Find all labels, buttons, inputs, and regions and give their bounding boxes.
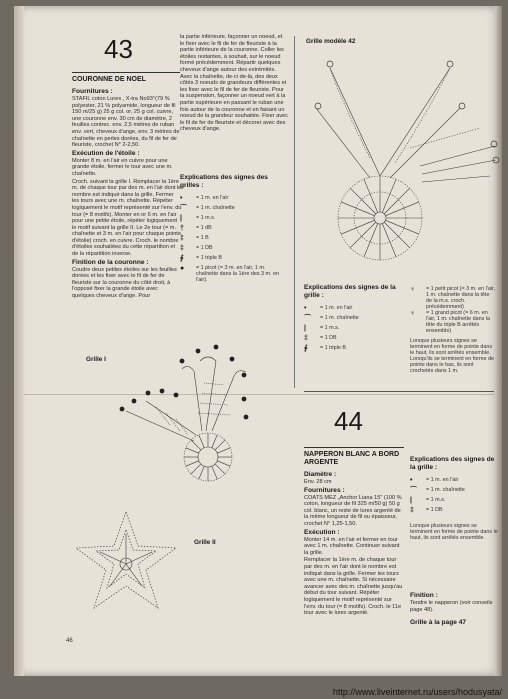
grid-page-reference: Grille à la page 47 (410, 619, 467, 627)
pattern-43-continued-text: la partie inférieure, façonner un noeud, et le fixer avec le fil de fer de fleuriste à la partie inférieure de la couronne. Coller les étoiles restantes, à souhait, sur le noeud formé précédemment. Répartir quelques cheveux d'ange autour des extrémités. Avec la chaînette, de-ci de-là, des deux côtés 3 noeuds de grandeurs différentes et les fixer avec le fil de fer de fleuriste. Pour la suspension, façonner un noeud vert à la partie supérieure en passant le ruban une fois autour de la couronne et en faisant un noeud de la grandeur souhaitée. Fixer avec le fil de fer de fleuriste et décorer avec des cheveux d'ange. (180, 34, 288, 133)
model-42-diagram (310, 48, 500, 273)
legend-row (304, 325, 399, 335)
legend-row (410, 507, 500, 517)
legend-text: = 1 DB (320, 335, 337, 341)
legend-row (410, 477, 500, 487)
stitch-symbol-icon: ⌒ (304, 315, 311, 322)
legend-row (304, 345, 399, 355)
legend-text: = 1 DB (426, 507, 443, 513)
stitch-symbol-icon: ‡ (180, 235, 184, 242)
legend-text: = 1 m. en l'air (320, 305, 353, 311)
legend-text: = 1 dB (196, 225, 212, 231)
legend-row (410, 497, 500, 507)
legend-row (180, 205, 288, 215)
stitch-symbol-icon: • (180, 195, 183, 202)
legend-text: = 1 petit picot (= 3 m. en l'air, 1 m. chaînette dans la tête de la m.s. croch. précédemment) (426, 286, 496, 310)
model-42-note: Lorsque plusieurs signes se terminent en forme de pointe dans le haut, ils sont arrêtés ensemble. Lorsqu'ils se terminent en forme de pointe dans le bas, ils sont crochetés dans 1 m. (410, 338, 495, 374)
pattern-43-column-1 (72, 76, 185, 301)
magazine-page (14, 6, 502, 676)
legend-row (180, 245, 288, 255)
stitch-symbol-icon: | (304, 325, 306, 332)
legend-row (180, 215, 288, 225)
pattern-44-note: Lorsque plusieurs signes se terminent en forme de pointe dans le haut, ils sont arrêtés ensemble. (410, 523, 498, 541)
legend-row (410, 487, 500, 497)
page-spine (14, 6, 24, 676)
stitch-symbol-icon: ● (180, 265, 185, 272)
legend-42-picots (410, 286, 496, 374)
legend-43 (180, 174, 288, 283)
legend-row (180, 235, 288, 245)
stitch-symbol-icon: | (410, 497, 412, 504)
page-number: 46 (66, 638, 73, 644)
legend-text: = 1 grand picot (= 6 m. en l'air, 1 m. chaînette dans la tête du triple B arrêtés ensemble) (426, 310, 490, 334)
page-crease (24, 394, 494, 395)
legend-text: = 1 m. en l'air (426, 477, 459, 483)
source-watermark: http://www.liveinternet.ru/users/hodusyata/ (332, 687, 502, 697)
pattern-43-column-2 (180, 34, 288, 134)
model-42-label: Grille modèle 42 (306, 38, 356, 45)
pattern-44-title: NAPPERON BLANC A BORD ARGENTE (304, 451, 400, 466)
title-rule-44 (304, 447, 404, 448)
pattern-44-finish (410, 592, 500, 627)
stitch-symbol-icon: • (304, 305, 307, 312)
legend-44 (410, 456, 500, 541)
section-text: Env. 28 cm (304, 479, 332, 485)
legend-text: = 1 m. chaînette (426, 487, 465, 493)
legend-row (180, 265, 288, 283)
legend-text: = 1 m.s. (320, 325, 340, 331)
pattern-44-column (304, 451, 404, 618)
column-divider (294, 36, 295, 388)
finish-text: Tendre le napperon (voir conseils page 48). (410, 600, 493, 613)
legend-row (304, 335, 399, 345)
legend-42 (304, 284, 399, 355)
section-text: Croch. suivant la grille I. Remplacer la 1ère m. de chaque tour par des m. en l'air dont le nombre est indiqué dans la grille. Fermer les tours avec une m. chaînette. Répéter logiquement le motif représenté sur l'env. du tour (= 8 motifs). Monter en or 6 m. en l'air pour une petite étoile, répéter logiquement le motif suivant la grille II. Le 2e tour (= m. chaînette et 3 m. en l'air pour chaque pointe d'étoile) croch. en cuivre. Croch. le nombre d'étoiles souhaitées du cette répartition et de la répartition inverse. (72, 178, 182, 258)
legend-text: = 1 DB (196, 245, 213, 251)
legend-text: = 1 m. chaînette (320, 315, 359, 321)
stitch-symbol-icon: ∮ (304, 345, 308, 352)
legend-text: = 1 B (196, 235, 209, 241)
legend-row (304, 305, 399, 315)
legend-text: = 1 triple B (320, 345, 346, 351)
section-heading: Fournitures : (72, 88, 113, 95)
legend-text: = 1 m.s. (426, 497, 446, 503)
stitch-symbol-icon: | (180, 215, 182, 222)
pattern-43-title: COURONNE DE NOEL (72, 76, 146, 83)
stitch-symbol-icon: ⌒ (180, 205, 187, 212)
legend-text: = 1 picot (= 3 m. en l'air, 1 m. chaînette dans la 1ère des 3 m. en l'air). (196, 265, 280, 283)
finish-heading: Finition : (410, 592, 438, 599)
stitch-symbol-icon: ⌒ (410, 487, 417, 494)
legend-text: = 1 m. en l'air (196, 195, 229, 201)
section-heading: Exécution : (304, 528, 340, 536)
section-text: Monter 14 m. en l'air et fermer en tour avec 1 m. chaînette. Continuer suivant la grille. (304, 536, 400, 556)
grid-1-diagram (106, 331, 256, 486)
legend-row (410, 286, 496, 310)
legend-text: = 1 m.s. (196, 215, 216, 221)
legend-row (180, 255, 288, 265)
grid-1-label: Grille I (86, 356, 106, 363)
grid-2-diagram (66, 504, 186, 624)
pattern-number-43: 43 (104, 34, 133, 64)
section-text: Remplacer la 1ère m. de chaque tour par des m. en l'air dont le nombre est indiqué dans la grille. Fermer les tours avec une m. chaînette. Si nécessaire avancer avec des m. chaînette jusqu'au début du tour suivant. Répéter logiquement le motif représenté sur l'env. du tour (= 8 motifs). Croch. le 11e tour avec le lurex argenté. (304, 557, 403, 617)
section-text: COATS MEZ „Anchor Liana 15" (100 % coton, longueur de fil 325 m/50 g) 50 g col. blanc, un reste de lurex argenté de la même longueur de fil ou épaisseur, crochet N° 1,25-1,50. (304, 494, 402, 527)
legend-text: = 1 triple B (196, 255, 222, 261)
section-heading: Diamètre : (304, 471, 337, 478)
section-text: Monter 8 m. en l'air en cuivre pour une grande étoile, fermer le tour avec une m. chaînette. (72, 157, 173, 177)
stitch-symbol-icon: ‡ (304, 335, 308, 342)
stitch-symbol-icon: ♀ (410, 310, 416, 317)
legend-row (180, 195, 288, 205)
legend-42-title: Explications des signes de la grille : (304, 284, 396, 299)
title-rule-43 (72, 72, 180, 73)
legend-row (180, 225, 288, 235)
stitch-symbol-icon: ∮ (180, 255, 184, 262)
stitch-symbol-icon: • (410, 477, 413, 484)
legend-row (304, 315, 399, 325)
stitch-symbol-icon: ‡ (410, 507, 414, 514)
legend-44-title: Explications des signes de la grille : (410, 456, 495, 471)
legend-row (410, 310, 496, 334)
pattern-number-44: 44 (334, 406, 363, 436)
section-heading: Fournitures : (304, 486, 345, 494)
section-heading: Exécution de l'étoile : (72, 149, 140, 157)
legend-43-title: Explications des signes des grilles : (180, 174, 268, 189)
section-text: STAFIL coton Lurex , X-tra No93°(79 % polyester, 21 % polyamide, longueur de fil 150 m/25 g) 25 g col. or, 25 g col. cuivre, une couronne env. 30 cm de diamètre, 2 feuilles contrec. env. 2,5 mètres de ruban env. vert, cheveux d'ange, env. 3 mètres de chaînette en perles dorées, du fil de fer de fleuriste, crochet N° 2-2,50. (72, 96, 180, 149)
section-text: Coudre deux petites étoiles sur les feuilles dorées et les fixer avec le fil de fer de fleuriste sur la couronne du côté droit, à l'opposé fixer la grande étoile avec quelques cheveux d'ange. Pour (72, 266, 177, 300)
section-divider (304, 391, 494, 392)
stitch-symbol-icon: † (180, 225, 184, 232)
grid-2-label: Grille II (194, 539, 216, 546)
legend-text: = 1 m. chaînette (196, 205, 235, 211)
stitch-symbol-icon: ‡ (180, 245, 184, 252)
stitch-symbol-icon: ♀ (410, 286, 416, 293)
section-heading: Finition de la couronne : (72, 258, 149, 266)
